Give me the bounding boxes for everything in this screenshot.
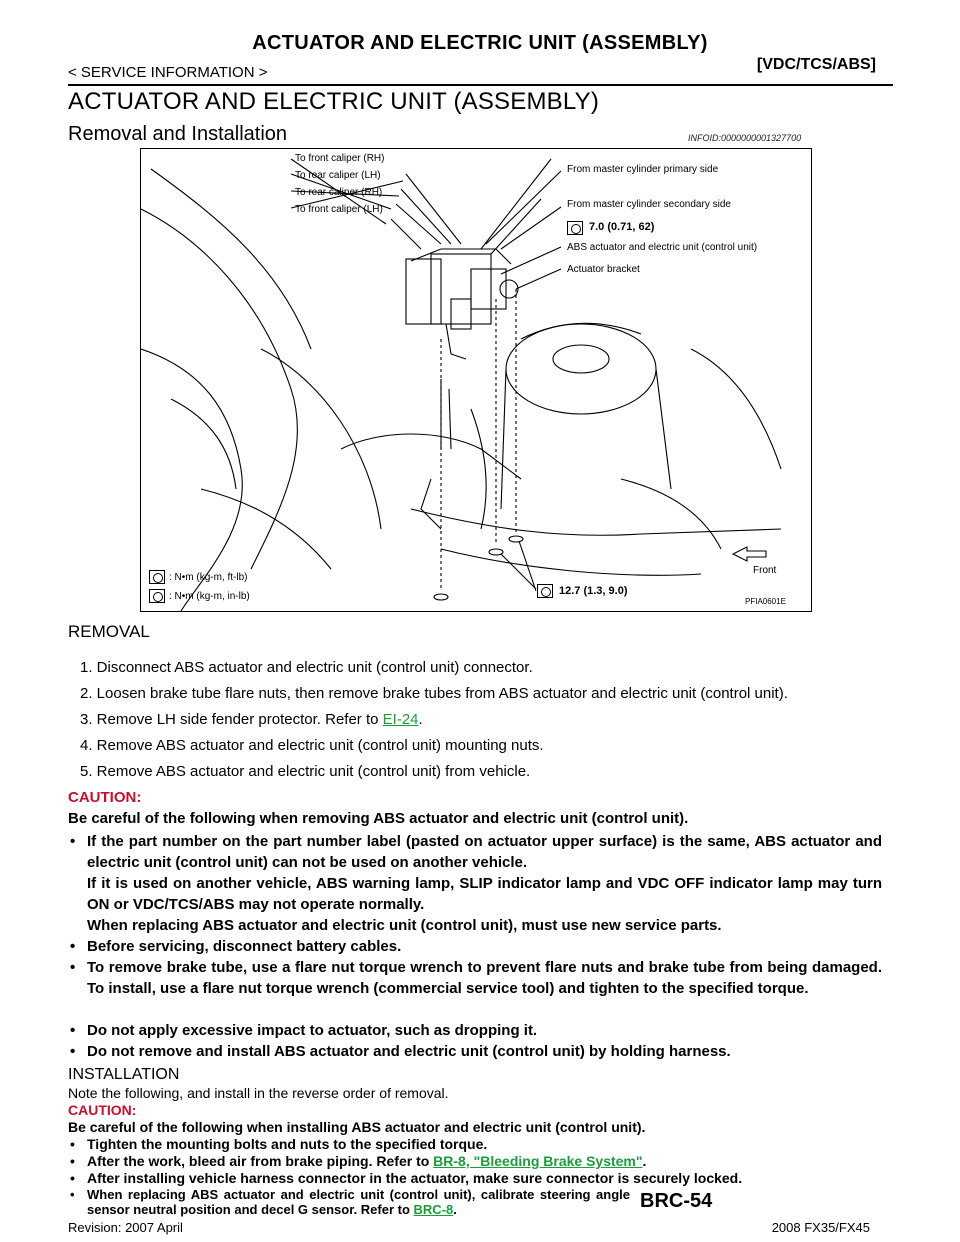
header-title: ACTUATOR AND ELECTRIC UNIT (ASSEMBLY) xyxy=(252,32,708,54)
torque-upper: 7.0 (0.71, 62) xyxy=(589,221,655,233)
figure-code: PFIA0601E xyxy=(745,597,786,606)
bullet-dot: • xyxy=(70,833,76,850)
bullet-text: After the work, bleed air from brake piping. Refer to xyxy=(87,1153,434,1169)
model: 2008 FX35/FX45 xyxy=(771,1220,870,1235)
label-rear-caliper-rh: To rear caliper (RH) xyxy=(295,187,383,198)
removal-step-4: 4. Remove ABS actuator and electric unit (control unit) mounting nuts. xyxy=(80,737,544,754)
system-tag: [VDC/TCS/ABS] xyxy=(756,56,876,73)
bullet-dot: • xyxy=(70,1187,75,1202)
removal-step-2: 2. Loosen brake tube flare nuts, then remove brake tubes from ABS actuator and electric unit (control unit). xyxy=(80,685,788,702)
legend-icon-ftlb xyxy=(149,570,165,584)
header-rule xyxy=(68,84,893,86)
bullet-dot: • xyxy=(70,1022,76,1039)
label-front-caliper-lh: To front caliper (LH) xyxy=(295,204,383,215)
bullet-dot: • xyxy=(70,1136,75,1152)
installation-note: Note the following, and install in the reverse order of removal. xyxy=(68,1085,449,1101)
install-bullet-3 xyxy=(70,1170,882,1187)
bullet-text: Tighten the mounting bolts and nuts to the specified torque. xyxy=(87,1136,488,1152)
removal-step-3-text: 3. Remove LH side fender protector. Refer to xyxy=(80,711,383,728)
bullet-text: When replacing ABS actuator and electric unit (control unit), must use new service parts. xyxy=(87,917,722,934)
removal-step-5: 5. Remove ABS actuator and electric unit (control unit) from vehicle. xyxy=(80,763,531,780)
torque-lower: 12.7 (1.3, 9.0) xyxy=(559,585,628,597)
removal-caution-label: CAUTION: xyxy=(68,789,142,806)
section-breadcrumb: < SERVICE INFORMATION > xyxy=(68,64,268,81)
info-id: INFOID:0000000001327700 xyxy=(688,133,802,143)
diagram-drawing xyxy=(141,149,811,611)
label-rear-caliper-lh: To rear caliper (LH) xyxy=(295,170,381,181)
installation-caution-label: CAUTION: xyxy=(68,1102,137,1118)
label-master-secondary: From master cylinder secondary side xyxy=(567,199,731,210)
bullet-dot: • xyxy=(70,1170,75,1186)
bullet-text: If it is used on another vehicle, ABS warning lamp, SLIP indicator lamp and VDC OFF indicator lamp may turn ON or VDC/TCS/ABS may not operate normally. xyxy=(87,875,882,913)
removal-bullet-1c xyxy=(70,915,882,936)
bullet-dot: • xyxy=(70,959,76,976)
removal-step-3 xyxy=(80,711,423,728)
removal-step-1: 1. Disconnect ABS actuator and electric unit (control unit) connector. xyxy=(80,659,533,676)
removal-bullet-1 xyxy=(70,831,882,873)
removal-caution-intro: Be careful of the following when removing ABS actuator and electric unit (control unit). xyxy=(68,810,689,827)
installation-caution-intro: Be careful of the following when installing ABS actuator and electric unit (control unit). xyxy=(68,1119,646,1135)
installation-diagram xyxy=(140,148,812,612)
label-front: Front xyxy=(753,565,777,576)
label-master-primary: From master cylinder primary side xyxy=(567,164,719,175)
label-abs-unit: ABS actuator and electric unit (control unit) xyxy=(567,242,758,253)
step-3-period: . xyxy=(418,711,423,728)
legend-icon-inlb xyxy=(149,589,165,603)
install-bullet-4 xyxy=(70,1187,630,1217)
legend-inlb: : N•m (kg-m, in-lb) xyxy=(169,591,250,602)
torque-icon-ftlb xyxy=(567,221,583,235)
bullet-dot: • xyxy=(70,938,76,955)
bullet-text: Do not remove and install ABS actuator and electric unit (control unit) by holding harness. xyxy=(87,1043,731,1060)
bullet-text: When replacing ABS actuator and electric unit (control unit), calibrate steering angle sensor neutral position and decel G sensor. Refer to xyxy=(87,1187,630,1217)
bullet-text: Before servicing, disconnect battery cables. xyxy=(87,938,402,955)
removal-bullet-5 xyxy=(70,1041,882,1062)
bullet-text-wrap xyxy=(87,1153,882,1170)
bullet-text: If the part number on the part number label (pasted on actuator upper surface) is the same, ABS actuator and electric unit (control unit) can not be used on another vehicle. xyxy=(87,833,882,871)
removal-bullet-3 xyxy=(70,957,882,999)
installation-heading: INSTALLATION xyxy=(68,1066,180,1083)
page-subtitle: Removal and Installation xyxy=(68,123,288,145)
bullet-period: . xyxy=(642,1153,647,1169)
install-bullet-2 xyxy=(70,1153,882,1170)
legend-ftlb: : N•m (kg-m, ft-lb) xyxy=(169,572,248,583)
label-actuator-bracket: Actuator bracket xyxy=(567,264,640,275)
removal-bullet-1b xyxy=(70,873,882,915)
bullet-text: To remove brake tube, use a flare nut torque wrench to prevent flare nuts and brake tube from being damaged. To install, use a flare nut torque wrench (commercial service tool) and tighten to the specified torque. xyxy=(87,959,882,997)
label-front-caliper-rh: To front caliper (RH) xyxy=(295,153,385,164)
link-br-8[interactable]: BR-8, "Bleeding Brake System" xyxy=(433,1153,643,1169)
install-bullet-1 xyxy=(70,1136,882,1153)
removal-bullet-4 xyxy=(70,1020,882,1041)
link-brc-8[interactable]: BRC-8 xyxy=(413,1202,454,1217)
removal-heading: REMOVAL xyxy=(68,622,150,641)
link-ei-24[interactable]: EI-24 xyxy=(382,711,419,728)
torque-icon-ftlb-lower xyxy=(537,584,553,598)
page-number: BRC-54 xyxy=(640,1190,713,1212)
bullet-dot: • xyxy=(70,1153,75,1169)
bullet-text: After installing vehicle harness connector in the actuator, make sure connector is securely locked. xyxy=(87,1170,743,1186)
bullet-text: Do not apply excessive impact to actuator, such as dropping it. xyxy=(87,1022,538,1039)
bullet-dot: • xyxy=(70,1043,76,1060)
removal-bullet-2 xyxy=(70,936,882,957)
bullet-text-wrap xyxy=(87,1187,630,1217)
bullet-period: . xyxy=(453,1202,457,1217)
revision: Revision: 2007 April xyxy=(68,1220,183,1235)
page-title: ACTUATOR AND ELECTRIC UNIT (ASSEMBLY) xyxy=(68,88,600,115)
